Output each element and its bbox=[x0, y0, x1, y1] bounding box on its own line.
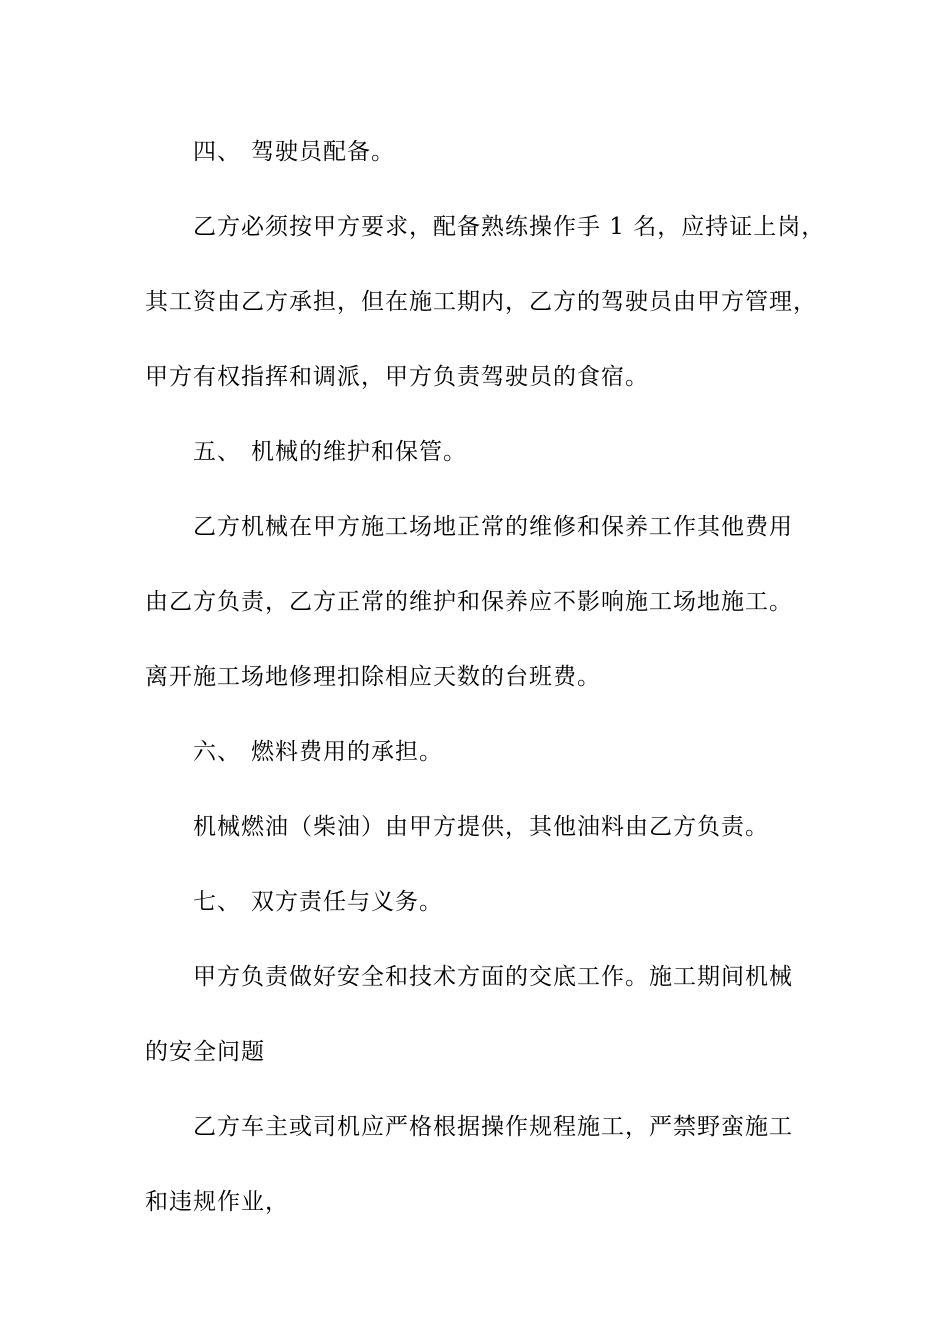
paragraph-line: 由乙方负责，乙方正常的维护和保养应不影响施工场地施工。 bbox=[145, 589, 793, 615]
paragraph-line: 其工资由乙方承担，但在施工期内，乙方的驾驶员由甲方管理， bbox=[145, 289, 817, 315]
paragraph-line: 乙方必须按甲方要求，配备熟练操作手 1 名，应持证上岗， bbox=[193, 214, 826, 240]
paragraph-line: 乙方机械在甲方施工场地正常的维修和保养工作其他费用 bbox=[193, 514, 793, 540]
paragraph-line: 和违规作业， bbox=[145, 1189, 289, 1215]
paragraph-line: 机械燃油（柴油）由甲方提供，其他油料由乙方负责。 bbox=[193, 814, 769, 840]
heading-number: 四、 bbox=[193, 139, 241, 165]
heading-number: 六、 bbox=[193, 739, 241, 765]
paragraph-line: 甲方负责做好安全和技术方面的交底工作。施工期间机械 bbox=[193, 964, 793, 990]
paragraph-line: 甲方有权指挥和调派，甲方负责驾驶员的食宿。 bbox=[145, 364, 649, 390]
heading-number: 七、 bbox=[193, 889, 241, 915]
paragraph-line: 的安全问题 bbox=[145, 1039, 265, 1065]
section-heading-4 bbox=[193, 137, 395, 167]
heading-text: 燃料费用的承担。 bbox=[251, 739, 443, 765]
heading-number: 五、 bbox=[193, 439, 241, 465]
paragraph-line: 乙方车主或司机应严格根据操作规程施工，严禁野蛮施工 bbox=[193, 1114, 793, 1140]
paragraph-line: 离开施工场地修理扣除相应天数的台班费。 bbox=[145, 664, 601, 690]
section-heading-7 bbox=[193, 887, 443, 917]
heading-text: 双方责任与义务。 bbox=[251, 889, 443, 915]
heading-text: 机械的维护和保管。 bbox=[251, 439, 467, 465]
heading-text: 驾驶员配备。 bbox=[251, 139, 395, 165]
section-heading-6 bbox=[193, 737, 443, 767]
section-heading-5 bbox=[193, 437, 467, 467]
